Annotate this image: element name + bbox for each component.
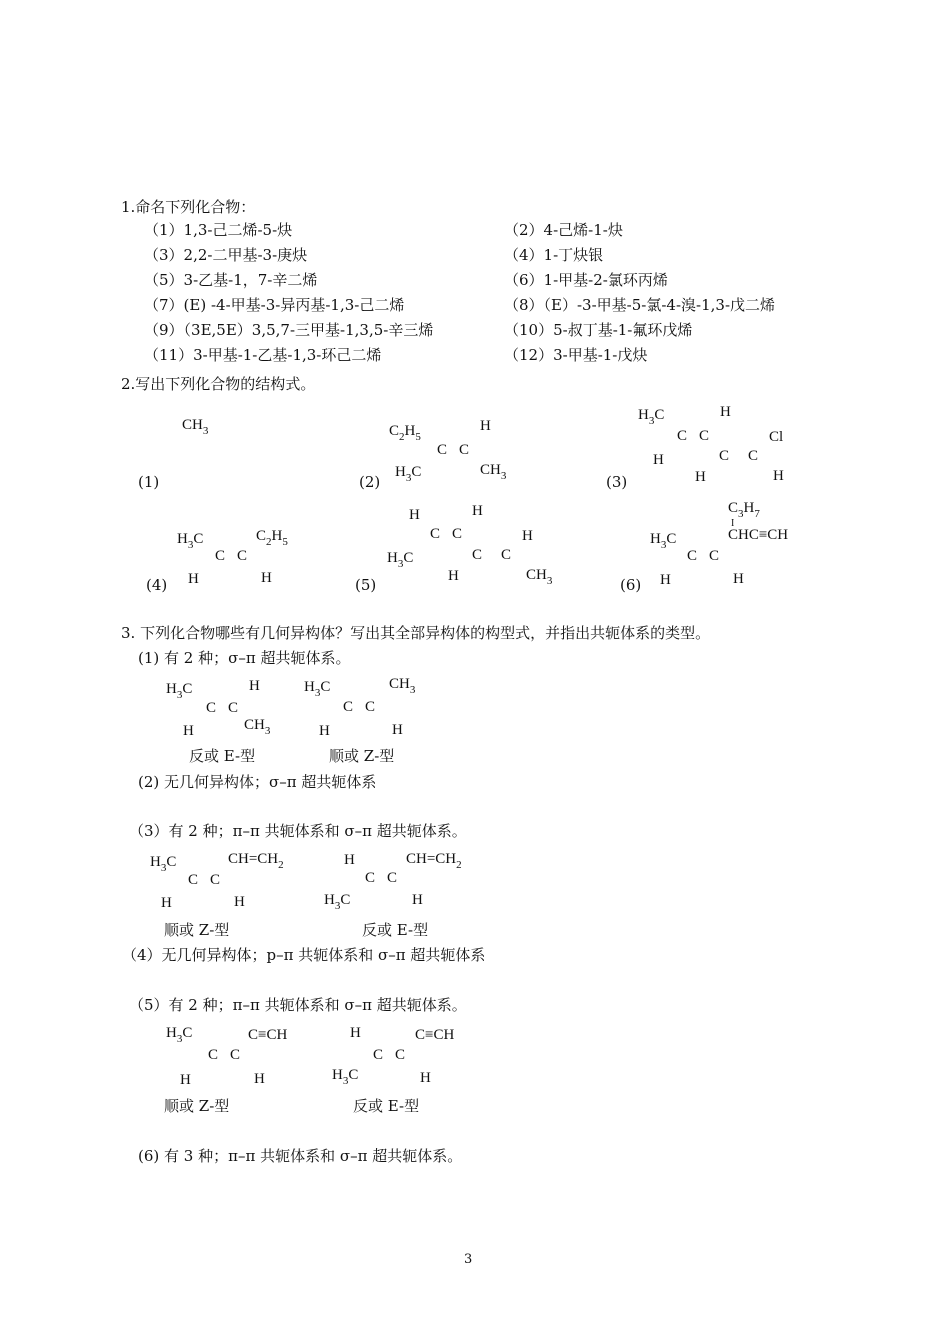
- c-triple-ch-label: C≡CH: [248, 1027, 288, 1043]
- h3c-label: $H_3C$: [150, 854, 177, 874]
- name-item: （8）（E）-3-甲基-5-氯-4-溴-1,3-戊二烯: [504, 296, 776, 314]
- h-atom: H: [472, 503, 483, 519]
- h-atom: H: [695, 469, 706, 485]
- ch3-label: $CH_3$: [526, 567, 553, 587]
- section1-title: 1.命名下列化合物：: [121, 198, 256, 216]
- carbon-atom: C: [343, 699, 354, 715]
- c2h5-label: $C_2H_5$: [389, 423, 421, 443]
- h-atom: H: [249, 678, 260, 694]
- carbon-atom: C: [237, 548, 248, 564]
- isomer-caption: 反或 E-型: [353, 1097, 420, 1115]
- answer-item: (1) 有 2 种；σ–π 超共轭体系。: [138, 649, 351, 667]
- h-atom: H: [188, 571, 199, 587]
- carbon-atom: C: [699, 428, 710, 444]
- name-item: （12）3-甲基-1-戊炔: [504, 346, 648, 364]
- h-atom: H: [409, 507, 420, 523]
- h3c-label: $H_3C$: [177, 531, 204, 551]
- h3c-label: $H_3C$: [332, 1067, 359, 1087]
- carbon-atom: C: [459, 442, 470, 458]
- h-atom: H: [448, 568, 459, 584]
- name-item: （11）3-甲基-1-乙基-1,3-环己二烯: [144, 346, 382, 364]
- carbon-atom: C: [437, 442, 448, 458]
- structure-label: (1): [138, 473, 160, 491]
- h-atom: H: [161, 895, 172, 911]
- carbon-atom: C: [687, 548, 698, 564]
- h-atom: H: [660, 572, 671, 588]
- ch-eq-ch2-label: $CH=CH_2$: [406, 851, 462, 871]
- structure-label: (5): [355, 576, 377, 594]
- carbon-atom: C: [210, 872, 221, 888]
- ch3-label: $CH_3$: [389, 676, 416, 696]
- chc-ch-label: CHC≡CH: [728, 527, 789, 543]
- h-atom: H: [234, 894, 245, 910]
- isomer-caption: 顺或 Z-型: [329, 747, 395, 765]
- structure-label: (6): [620, 576, 642, 594]
- name-item: （4）1-丁炔银: [504, 246, 604, 264]
- h-atom: H: [344, 852, 355, 868]
- h-atom: H: [350, 1025, 361, 1041]
- isomer-caption: 反或 E-型: [362, 921, 429, 939]
- c-triple-ch-label: C≡CH: [415, 1027, 455, 1043]
- carbon-atom: C: [395, 1047, 406, 1063]
- carbon-atom: C: [501, 547, 512, 563]
- carbon-atom: C: [206, 700, 217, 716]
- carbon-atom: C: [387, 870, 398, 886]
- h-atom: H: [720, 404, 731, 420]
- page-number: 3: [464, 1252, 473, 1267]
- ch-eq-ch2-label: $CH=CH_2$: [228, 851, 284, 871]
- answer-item: （5）有 2 种；π–π 共轭体系和 σ–π 超共轭体系。: [129, 996, 467, 1014]
- ch3-label: $CH_3$: [244, 717, 271, 737]
- name-item: （5）3-乙基-1，7-辛二烯: [144, 271, 318, 289]
- h-atom: H: [733, 571, 744, 587]
- h-atom: H: [392, 722, 403, 738]
- h-atom: H: [420, 1070, 431, 1086]
- carbon-atom: C: [215, 548, 226, 564]
- carbon-atom: C: [188, 872, 199, 888]
- name-item: （9）（3E,5E）3,5,7-三甲基-1,3,5-辛三烯: [144, 321, 434, 339]
- h3c-label: $H_3C$: [638, 407, 665, 427]
- section2-title: 2.写出下列化合物的结构式。: [121, 375, 316, 393]
- h3c-label: $H_3C$: [166, 681, 193, 701]
- h-atom: H: [254, 1071, 265, 1087]
- h-atom: H: [261, 570, 272, 586]
- answer-item: （4）无几何异构体；p–π 共轭体系和 σ–π 超共轭体系: [122, 946, 486, 964]
- carbon-atom: C: [677, 428, 688, 444]
- h3c-label: $H_3C$: [304, 679, 331, 699]
- h-atom: H: [180, 1072, 191, 1088]
- answer-item: (6) 有 3 种；π–π 共轭体系和 σ–π 超共轭体系。: [138, 1147, 463, 1165]
- ch3-label: $CH_3$: [182, 417, 209, 437]
- answer-item: （3）有 2 种；π–π 共轭体系和 σ–π 超共轭体系。: [129, 822, 467, 840]
- h3c-label: $H_3C$: [395, 464, 422, 484]
- carbon-atom: C: [365, 870, 376, 886]
- isomer-caption: 顺或 Z-型: [164, 921, 230, 939]
- h-atom: H: [522, 528, 533, 544]
- structure-label: (2): [359, 473, 381, 491]
- carbon-atom: C: [430, 526, 441, 542]
- carbon-atom: C: [709, 548, 720, 564]
- carbon-atom: C: [365, 699, 376, 715]
- h3c-label: $H_3C$: [324, 892, 351, 912]
- h-atom: H: [773, 468, 784, 484]
- h3c-label: $H_3C$: [387, 550, 414, 570]
- answer-item: (2) 无几何异构体；σ–π 超共轭体系: [138, 773, 377, 791]
- h-atom: H: [319, 723, 330, 739]
- isomer-caption: 顺或 Z-型: [164, 1097, 230, 1115]
- h3c-label: $H_3C$: [650, 531, 677, 551]
- c2h5-label: $C_2H_5$: [256, 528, 288, 548]
- h-atom: H: [412, 892, 423, 908]
- section3-title: 3. 下列化合物哪些有几何异构体？写出其全部异构体的构型式，并指出共轭体系的类型。: [121, 624, 711, 642]
- name-item: （2）4-己烯-1-炔: [504, 221, 623, 239]
- h-atom: H: [183, 723, 194, 739]
- h-atom: H: [480, 418, 491, 434]
- h-atom: H: [653, 452, 664, 468]
- isomer-caption: 反或 E-型: [189, 747, 256, 765]
- carbon-atom: C: [208, 1047, 219, 1063]
- carbon-atom: C: [452, 526, 463, 542]
- bond-tick: I: [731, 518, 735, 529]
- name-item: （3）2,2-二甲基-3-庚炔: [144, 246, 308, 264]
- name-item: （10）5-叔丁基-1-氟环戊烯: [504, 321, 693, 339]
- name-item: （6）1-甲基-2-氯环丙烯: [504, 271, 668, 289]
- structure-label: (3): [606, 473, 628, 491]
- carbon-atom: C: [719, 448, 730, 464]
- name-item: （7）(E) -4-甲基-3-异丙基-1,3-己二烯: [144, 296, 405, 314]
- carbon-atom: C: [373, 1047, 384, 1063]
- carbon-atom: C: [228, 700, 239, 716]
- name-item: （1）1,3-己二烯-5-炔: [144, 221, 293, 239]
- h3c-label: $H_3C$: [166, 1025, 193, 1045]
- carbon-atom: C: [472, 547, 483, 563]
- chlorine-atom: Cl: [769, 429, 784, 445]
- structure-label: (4): [146, 576, 168, 594]
- ch3-label: $CH_3$: [480, 462, 507, 482]
- carbon-atom: C: [748, 448, 759, 464]
- c3h7-label: $C_3H_7$: [728, 500, 760, 520]
- carbon-atom: C: [230, 1047, 241, 1063]
